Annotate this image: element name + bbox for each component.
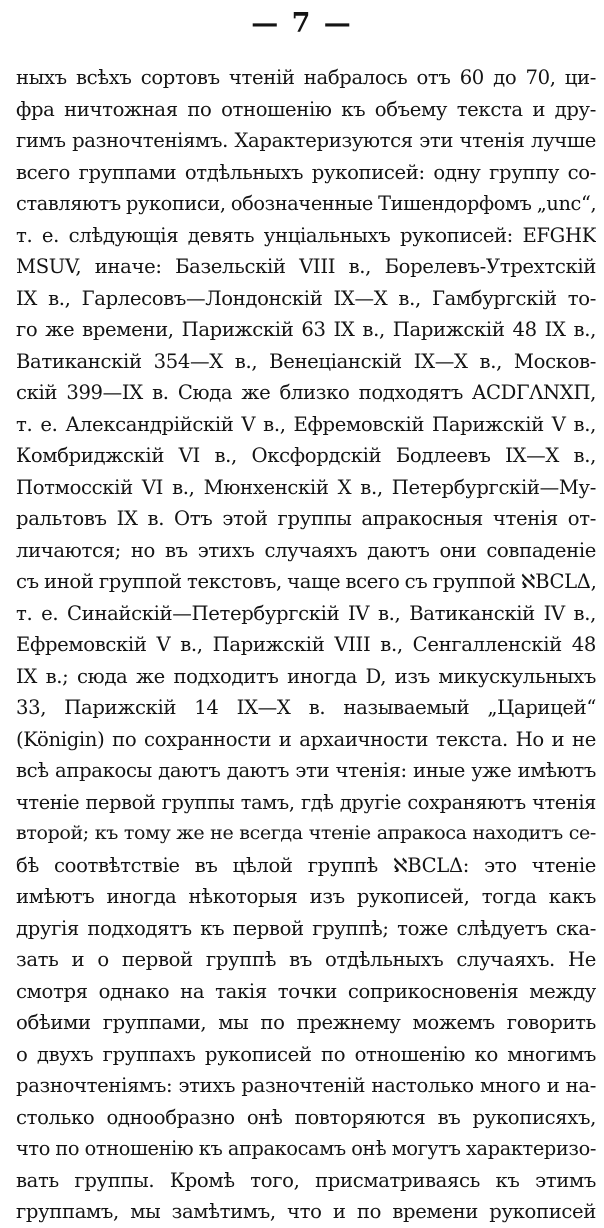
- text-line: съ иной группой текстовъ, чаще всего съ группой ℵBCLΔ,: [16, 570, 596, 593]
- text-line: чтеніе первой группы тамъ, гдѣ другіе сохраняютъ чтенія: [16, 790, 596, 814]
- text-line: обѣими группами, мы по прежнему можемъ говорить: [16, 1011, 596, 1034]
- text-line: второй; къ тому же не всегда чтеніе апракоса находитъ се-: [16, 822, 596, 844]
- text-line: столько однообразно онѣ повторяются въ рукописяхъ,: [16, 1105, 596, 1129]
- text-line: т. е. слѣдующія девять унціальныхъ рукописей: EFGHK: [16, 223, 596, 247]
- text-line: MSUV, иначе: Базельскій VIII в., Борелевъ-Утрехтскій: [16, 255, 596, 278]
- text-line: о двухъ группахъ рукописей по отношенію ко многимъ: [16, 1042, 596, 1066]
- text-line: личаются; но въ этихъ случаяхъ даютъ они совпаденіе: [16, 538, 596, 562]
- text-line: 33, Парижскій 14 IX—X в. называемый „Царицей“: [16, 696, 596, 719]
- text-line: IX в.; сюда же подходитъ иногда D, изъ микускульныхъ: [16, 664, 596, 688]
- text-line: имѣютъ иногда нѣкоторыя изъ рукописей, тогда какъ: [16, 885, 596, 908]
- text-line: (Königin) по сохранности и архаичности текста. Но и не: [16, 727, 596, 751]
- text-line: бѣ соотвѣтствіе въ цѣлой группѣ ℵBCLΔ: это чтеніе: [16, 853, 596, 877]
- text-line: Потмосскій VI в., Мюнхенскій X в., Петербургскій—Му-: [16, 475, 596, 499]
- text-line: IX в., Гарлесовъ—Лондонскій IX—X в., Гамбургскій то-: [16, 286, 596, 310]
- text-line: другія подходятъ къ первой группѣ; тоже слѣдуетъ ска-: [16, 916, 596, 940]
- page-number: — 7 —: [251, 8, 353, 39]
- text-line: гимъ разночтеніямъ. Характеризуются эти чтенія лучше: [16, 129, 596, 152]
- text-line: вать группы. Кромѣ того, присматриваясь къ этимъ: [16, 1168, 596, 1192]
- body-text: [16, 62, 596, 1228]
- text-line: ставляютъ рукописи, обозначенные Тишендорфомъ „unc“,: [16, 192, 596, 215]
- text-line: зать и о первой группѣ въ отдѣльныхъ случаяхъ. Не: [16, 948, 596, 971]
- text-line: всего группами отдѣльныхъ рукописей: одну группу со-: [16, 160, 596, 184]
- text-line: всѣ апракосы даютъ даютъ эти чтенія: иные уже имѣютъ: [16, 759, 596, 782]
- text-line: т. е. Александрійскій V в., Ефремовскій Парижскій V в.,: [16, 412, 596, 436]
- text-line: го же времени, Парижскій 63 IX в., Парижскій 48 IX в.,: [16, 318, 596, 341]
- text-line: ральтовъ IX в. Отъ этой группы апракосныя чтенія от-: [16, 507, 596, 530]
- text-line: Ватиканскій 354—X в., Венеціанскій IX—X в., Москов-: [16, 349, 596, 373]
- text-line: Комбриджскій VI в., Оксфордскій Бодлеевъ IX—X в.,: [16, 444, 596, 467]
- text-line: группамъ, мы замѣтимъ, что и по времени рукописей: [16, 1200, 596, 1223]
- text-line: ныхъ всѣхъ сортовъ чтеній набралось отъ 60 до 70, ци-: [16, 66, 596, 89]
- text-line: разночтеніямъ: этихъ разночтеній настолько много и на-: [16, 1074, 596, 1097]
- text-line: фра ничтожная по отношенію къ объему текста и дру-: [16, 97, 596, 121]
- text-line: скій 399—IX в. Сюда же близко подходятъ ACDΓΛNXΠ,: [16, 381, 596, 404]
- text-line: т. е. Синайскій—Петербургскій IV в., Ватиканскій IV в.,: [16, 601, 596, 625]
- text-line: что по отношенію къ апракосамъ онѣ могутъ характеризо-: [16, 1137, 596, 1160]
- text-line: Ефремовскій V в., Парижскій VIII в., Сенгалленскій 48: [16, 633, 596, 656]
- text-line: смотря однако на такія точки соприкосновенія между: [16, 979, 596, 1003]
